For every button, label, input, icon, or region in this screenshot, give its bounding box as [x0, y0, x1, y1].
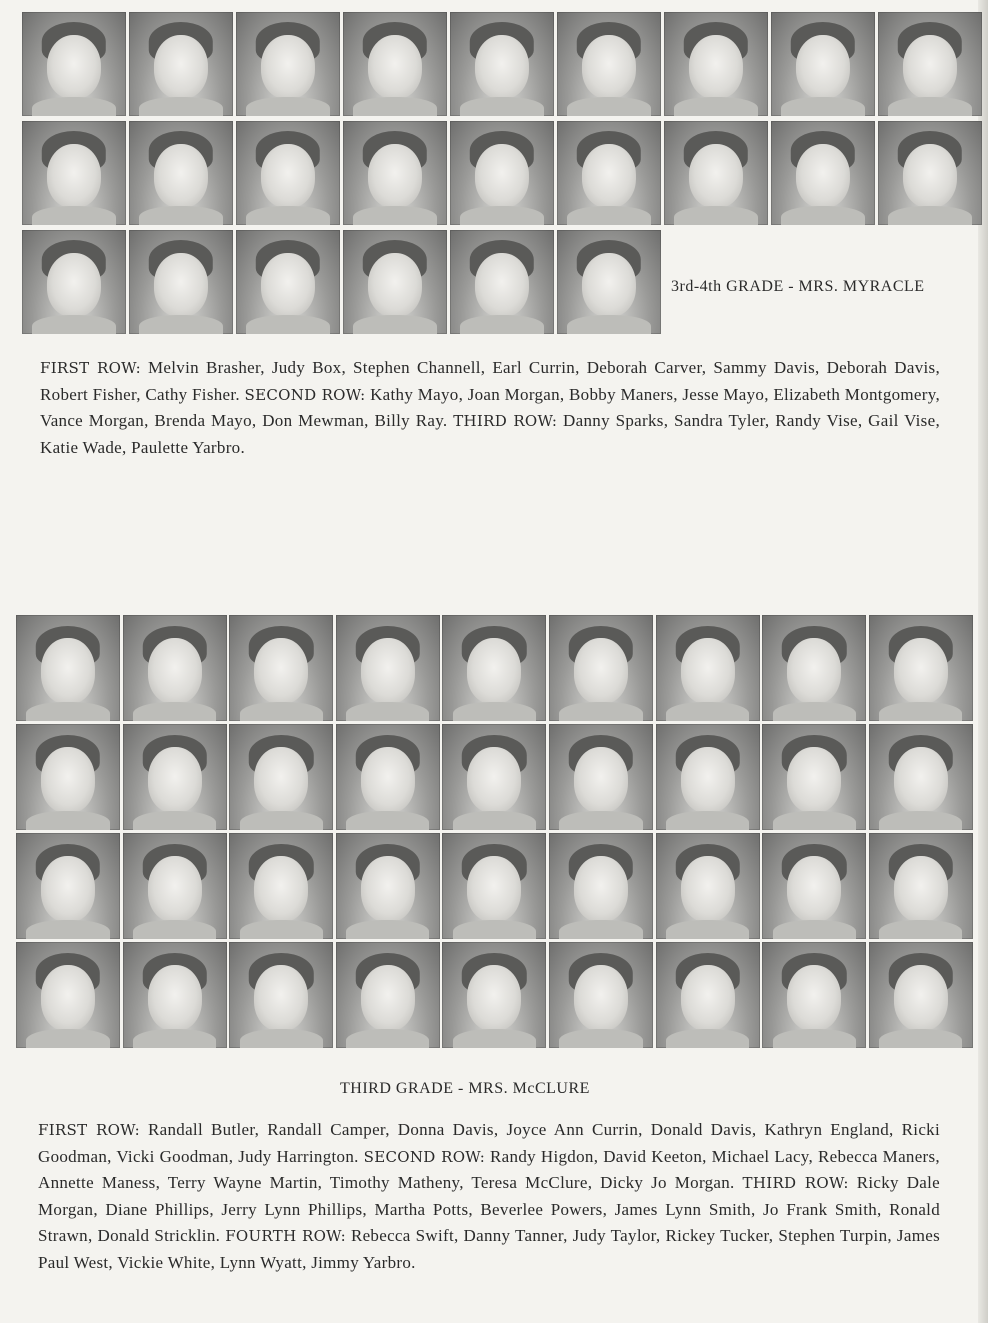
student-portrait	[450, 230, 554, 334]
student-portrait	[656, 942, 760, 1048]
student-portrait	[664, 12, 768, 116]
student-portrait	[236, 230, 340, 334]
student-portrait	[123, 615, 227, 721]
row-names: Randall Butler, Randall Camper, Donna Davis, Joyce Ann Currin, Donald Davis, Kathryn England, Ricki Goodman, Vicki Goodman, Judy Harrington.	[38, 1120, 940, 1166]
names-mcclure	[38, 1117, 940, 1276]
student-portrait	[22, 12, 126, 116]
student-portrait	[123, 942, 227, 1048]
student-portrait	[442, 615, 546, 721]
student-portrait	[16, 724, 120, 830]
student-portrait	[336, 942, 440, 1048]
student-portrait	[656, 724, 760, 830]
row-names: Randy Higdon, David Keeton, Michael Lacy, Rebecca Maners, Annette Maness, Terry Wayne Martin, Timothy Matheny, Teresa McClure, Dicky Jo Morgan.	[38, 1146, 940, 1192]
student-portrait	[343, 12, 447, 116]
student-portrait	[442, 942, 546, 1048]
student-portrait	[442, 833, 546, 939]
student-portrait	[236, 121, 340, 225]
caption-mcclure: THIRD GRADE - MRS. McCLURE	[340, 1080, 590, 1097]
caption-myracle: 3rd-4th GRADE - MRS. MYRACLE	[671, 278, 925, 295]
student-portrait	[878, 121, 982, 225]
row-label: FIRST ROW:	[38, 1121, 140, 1139]
student-portrait	[336, 724, 440, 830]
photo-grid-mcclure	[16, 615, 972, 1057]
student-portrait	[22, 121, 126, 225]
student-portrait	[557, 230, 661, 334]
student-portrait	[129, 12, 233, 116]
student-portrait	[16, 942, 120, 1048]
student-portrait	[229, 724, 333, 830]
student-portrait	[762, 833, 866, 939]
student-portrait	[123, 833, 227, 939]
row-label: SECOND ROW:	[363, 1147, 486, 1166]
student-portrait	[229, 615, 333, 721]
student-portrait	[878, 12, 982, 116]
student-portrait	[762, 615, 866, 721]
student-portrait	[762, 942, 866, 1048]
student-portrait	[549, 724, 653, 830]
student-portrait	[450, 12, 554, 116]
student-portrait	[664, 121, 768, 225]
names-myracle	[40, 355, 940, 461]
student-portrait	[549, 942, 653, 1048]
student-portrait	[442, 724, 546, 830]
student-portrait	[343, 121, 447, 225]
row-names: Melvin Brasher, Judy Box, Stephen Channell, Earl Currin, Deborah Carver, Sammy Davis, Deborah Davis, Robert Fisher, Cathy Fisher.	[40, 358, 940, 404]
row-names: Rebecca Swift, Danny Tanner, Judy Taylor, Rickey Tucker, Stephen Turpin, James Paul West, Vickie White, Lynn Wyatt, Jimmy Yarbro.	[38, 1226, 940, 1272]
student-portrait	[16, 615, 120, 721]
row-names: Danny Sparks, Sandra Tyler, Randy Vise, Gail Vise, Katie Wade, Paulette Yarbro.	[40, 411, 940, 457]
student-portrait	[869, 942, 973, 1048]
row-label: SECOND ROW:	[244, 385, 366, 404]
student-portrait	[236, 12, 340, 116]
student-portrait	[771, 12, 875, 116]
student-portrait	[450, 121, 554, 225]
student-portrait	[229, 942, 333, 1048]
student-portrait	[549, 833, 653, 939]
student-portrait	[129, 230, 233, 334]
student-portrait	[336, 833, 440, 939]
row-label: THIRD ROW:	[453, 412, 558, 430]
student-portrait	[557, 121, 661, 225]
student-portrait	[343, 230, 447, 334]
student-portrait	[762, 724, 866, 830]
row-label: FOURTH ROW:	[225, 1227, 346, 1245]
student-portrait	[869, 833, 973, 939]
student-portrait	[869, 724, 973, 830]
student-portrait	[656, 615, 760, 721]
row-label: FIRST ROW:	[40, 359, 141, 377]
student-portrait	[123, 724, 227, 830]
row-label: THIRD ROW:	[742, 1174, 849, 1192]
student-portrait	[229, 833, 333, 939]
student-portrait	[129, 121, 233, 225]
student-portrait	[22, 230, 126, 334]
student-portrait	[16, 833, 120, 939]
student-portrait	[557, 12, 661, 116]
row-names: Kathy Mayo, Joan Morgan, Bobby Maners, Jesse Mayo, Elizabeth Montgomery, Vance Morgan, Brenda Mayo, Don Mewman, Billy Ray.	[40, 384, 940, 430]
row-names: Ricky Dale Morgan, Diane Phillips, Jerry Lynn Phillips, Martha Potts, Beverlee Powers, James Lynn Smith, Jo Frank Smith, Ronald Strawn, Donald Stricklin.	[38, 1173, 940, 1245]
student-portrait	[771, 121, 875, 225]
student-portrait	[549, 615, 653, 721]
student-portrait	[336, 615, 440, 721]
student-portrait	[869, 615, 973, 721]
student-portrait	[656, 833, 760, 939]
